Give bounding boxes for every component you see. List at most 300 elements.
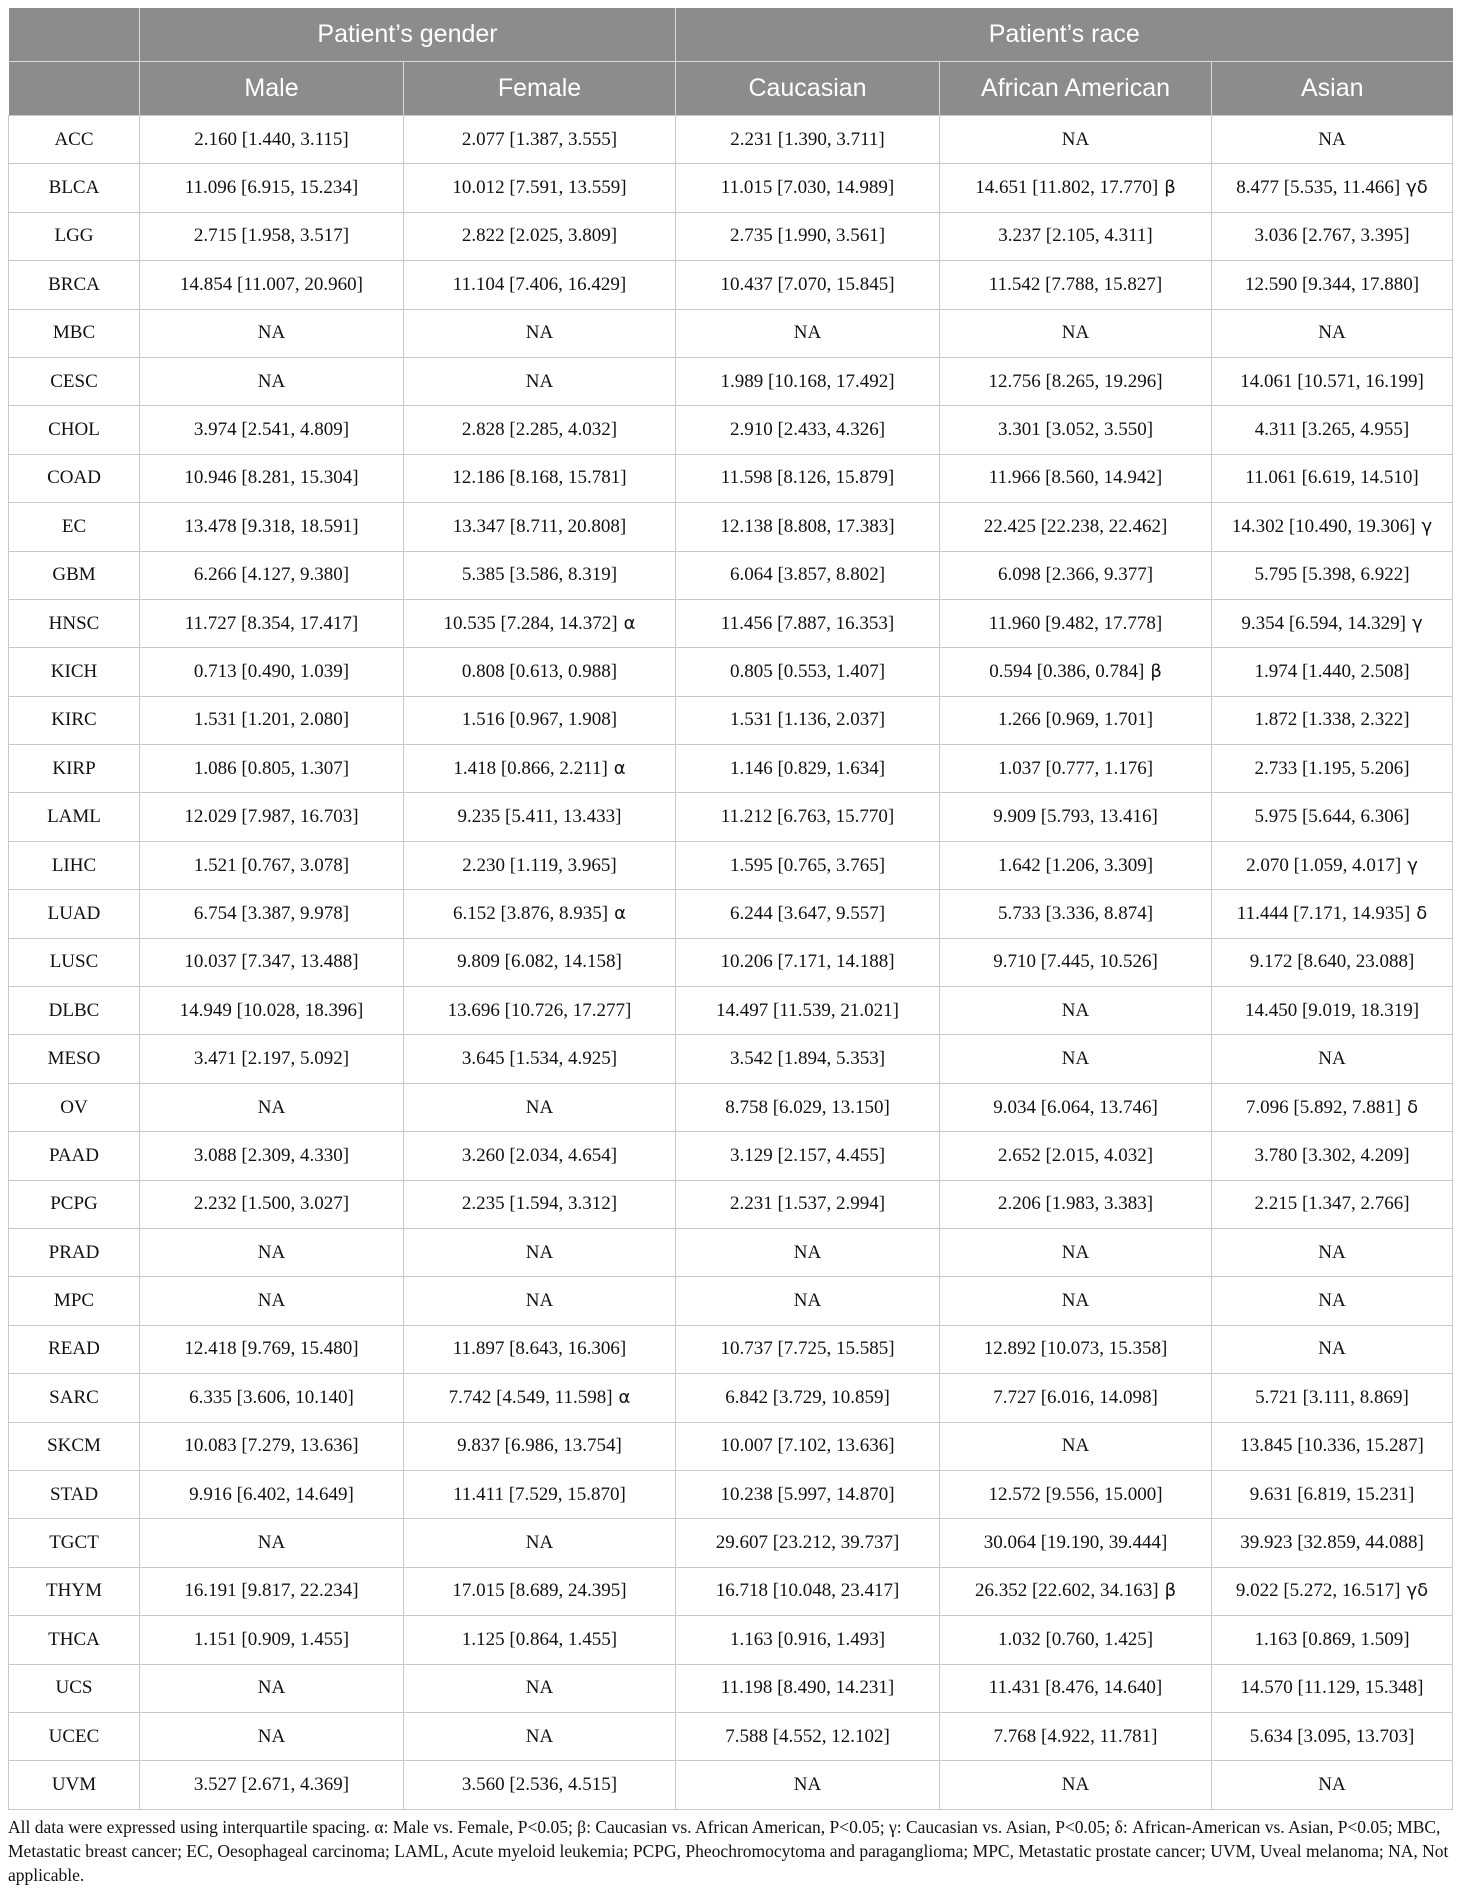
table-cell [676, 261, 940, 309]
row-label: MPC [9, 1277, 140, 1325]
table-cell [940, 696, 1212, 744]
table-cell [1212, 116, 1453, 164]
significance-marker: α [614, 902, 627, 924]
cell-value: 12.186 [8.168, 15.781] [452, 467, 627, 489]
cell-value: 16.191 [9.817, 22.234] [184, 1580, 359, 1602]
cell-value: 2.215 [1.347, 2.766] [1254, 1193, 1410, 1215]
table-cell [1212, 1374, 1453, 1422]
cell-value: 10.037 [7.347, 13.488] [184, 951, 359, 973]
table-cell [404, 551, 676, 599]
cell-value: NA [525, 322, 554, 344]
cell-value: 12.418 [9.769, 15.480] [184, 1338, 359, 1360]
cell-value: 10.238 [5.997, 14.870] [720, 1483, 895, 1505]
cell-value: NA [1318, 322, 1346, 344]
cell-value: NA [1061, 1773, 1090, 1795]
cell-value: 1.146 [0.829, 1.634] [729, 757, 886, 779]
cell-value: 2.206 [1.983, 3.383] [997, 1193, 1154, 1215]
cell-value: 5.721 [3.111, 8.869] [1255, 1386, 1409, 1408]
row-label: KIRC [9, 696, 140, 744]
table-cell [140, 745, 404, 793]
cell-value: 2.232 [1.500, 3.027] [193, 1193, 350, 1215]
table-cell [940, 1761, 1212, 1809]
row-label: HNSC [9, 599, 140, 647]
table-cell [404, 1470, 676, 1518]
cell-value: 5.975 [5.644, 6.306] [1254, 806, 1410, 828]
table-cell [940, 1567, 1212, 1615]
table-cell [140, 1761, 404, 1809]
table-cell [1212, 1180, 1453, 1228]
cell-value: 3.237 [2.105, 4.311] [998, 225, 1153, 247]
table-cell [1212, 357, 1453, 405]
table-cell [676, 841, 940, 889]
cell-value: 1.531 [1.136, 2.037] [729, 709, 886, 731]
table-cell [676, 1277, 940, 1325]
header-group-gender: Patient’s gender [140, 8, 676, 62]
significance-marker: α [613, 757, 626, 779]
cell-value: NA [525, 1725, 554, 1747]
cell-value: 17.015 [8.689, 24.395] [452, 1580, 627, 1602]
table-cell [1212, 938, 1453, 986]
cell-value: 11.431 [8.476, 14.640] [988, 1677, 1163, 1699]
table-cell [140, 357, 404, 405]
table-cell [940, 1132, 1212, 1180]
table-cell [140, 1277, 404, 1325]
cell-value: 3.645 [1.534, 4.925] [461, 1048, 618, 1070]
column-header-african-american: African American [940, 62, 1212, 116]
cell-value: NA [1318, 1241, 1346, 1263]
cell-value: 9.710 [7.445, 10.526] [993, 951, 1158, 973]
significance-marker: α [623, 612, 636, 634]
table-cell [676, 1519, 940, 1567]
cell-value: NA [1061, 1435, 1090, 1457]
cell-value: NA [257, 322, 286, 344]
table-cell [404, 357, 676, 405]
significance-marker: α [618, 1386, 631, 1408]
table-row [9, 309, 1453, 357]
table-cell [140, 938, 404, 986]
table-cell [940, 890, 1212, 938]
cell-value: 7.096 [5.892, 7.881] [1245, 1096, 1402, 1118]
table-cell [404, 116, 676, 164]
cell-value: NA [1061, 1290, 1090, 1312]
row-label: THYM [9, 1567, 140, 1615]
table-cell [140, 1132, 404, 1180]
cell-value: 9.354 [6.594, 14.329] [1241, 612, 1407, 634]
cell-value: 11.897 [8.643, 16.306] [452, 1338, 627, 1360]
cell-value: 10.083 [7.279, 13.636] [184, 1435, 359, 1457]
table-row [9, 745, 1453, 793]
table-row [9, 890, 1453, 938]
cell-value: 0.594 [0.386, 0.784] [989, 660, 1145, 682]
table-cell [1212, 1228, 1453, 1276]
table-cell [940, 1277, 1212, 1325]
header-corner [9, 8, 140, 62]
cell-value: NA [1061, 999, 1090, 1021]
cell-value: NA [793, 1290, 822, 1312]
row-label: COAD [9, 454, 140, 502]
table-row [9, 551, 1453, 599]
significance-marker: β [1150, 660, 1162, 682]
table-cell [404, 1567, 676, 1615]
cell-value: 2.231 [1.537, 2.994] [729, 1193, 886, 1215]
table-cell [940, 1180, 1212, 1228]
row-label: TGCT [9, 1519, 140, 1567]
table-cell [140, 1664, 404, 1712]
table-cell [676, 696, 940, 744]
table-cell [940, 212, 1212, 260]
table-cell [676, 987, 940, 1035]
row-label: UCEC [9, 1712, 140, 1760]
significance-marker: β [1164, 1580, 1177, 1602]
table-cell [140, 164, 404, 212]
cell-value: 11.444 [7.171, 14.935] [1236, 902, 1411, 924]
cell-value: 3.301 [3.052, 3.550] [997, 419, 1154, 441]
cell-value: 1.642 [1.206, 3.309] [997, 854, 1154, 876]
table-cell [676, 599, 940, 647]
table-row [9, 841, 1453, 889]
table-row [9, 212, 1453, 260]
cell-value: 3.129 [2.157, 4.455] [729, 1144, 886, 1166]
table-row [9, 1035, 1453, 1083]
cell-value: 9.916 [6.402, 14.649] [189, 1483, 354, 1505]
cell-value: 6.754 [3.387, 9.978] [193, 902, 350, 924]
table-row [9, 503, 1453, 551]
table-cell [140, 1567, 404, 1615]
cell-value: 10.437 [7.070, 15.845] [720, 273, 895, 295]
table-cell [1212, 212, 1453, 260]
cell-value: 1.418 [0.866, 2.211] [453, 757, 608, 779]
cell-value: NA [793, 322, 822, 344]
cell-value: 1.989 [10.168, 17.492] [720, 370, 895, 392]
cell-value: 7.742 [4.549, 11.598] [448, 1386, 613, 1408]
table-header [9, 8, 1453, 116]
header-group-race: Patient’s race [676, 8, 1453, 62]
cell-value: NA [525, 370, 554, 392]
cell-value: 3.542 [1.894, 5.353] [729, 1048, 886, 1070]
table-cell [940, 1712, 1212, 1760]
table-row [9, 1132, 1453, 1180]
row-label: CESC [9, 357, 140, 405]
table-cell [940, 745, 1212, 793]
table-row [9, 1519, 1453, 1567]
table-cell [140, 1374, 404, 1422]
table-cell [404, 745, 676, 793]
cell-value: NA [1318, 128, 1346, 150]
table-row [9, 357, 1453, 405]
cell-value: 6.098 [2.366, 9.377] [997, 564, 1154, 586]
table-cell [404, 938, 676, 986]
table-cell [140, 503, 404, 551]
cell-value: NA [525, 1677, 554, 1699]
significance-marker: γ [1407, 854, 1418, 876]
cell-value: 12.892 [10.073, 15.358] [983, 1338, 1168, 1360]
cell-value: 1.516 [0.967, 1.908] [461, 709, 618, 731]
cell-value: 14.497 [11.539, 21.021] [716, 999, 899, 1021]
table-row [9, 1083, 1453, 1131]
cell-value: 0.713 [0.490, 1.039] [193, 660, 350, 682]
table-cell [140, 648, 404, 696]
table-cell [1212, 1712, 1453, 1760]
table-cell [140, 1180, 404, 1228]
table-cell [676, 1132, 940, 1180]
table-cell [404, 1761, 676, 1809]
table-cell [140, 1325, 404, 1373]
cell-value: NA [525, 1096, 554, 1118]
cell-value: NA [1318, 1290, 1346, 1312]
table-cell [940, 1664, 1212, 1712]
cell-value: 1.163 [0.869, 1.509] [1254, 1628, 1410, 1650]
cell-value: NA [257, 1290, 286, 1312]
table-cell [940, 938, 1212, 986]
cell-value: 3.780 [3.302, 4.209] [1254, 1144, 1410, 1166]
cell-value: 4.311 [3.265, 4.955] [1254, 419, 1410, 441]
cell-value: 12.029 [7.987, 16.703] [184, 806, 359, 828]
table-cell [940, 1616, 1212, 1664]
table-cell [140, 1083, 404, 1131]
significance-marker: γδ [1406, 1580, 1429, 1602]
row-label: LIHC [9, 841, 140, 889]
cell-value: 10.946 [8.281, 15.304] [184, 467, 359, 489]
table-cell [676, 1180, 940, 1228]
cell-value: 13.845 [10.336, 15.287] [1240, 1435, 1424, 1457]
cell-value: 2.070 [1.059, 4.017] [1246, 854, 1402, 876]
table-cell [404, 1616, 676, 1664]
cell-value: 11.061 [6.619, 14.510] [1245, 467, 1419, 489]
cell-value: 1.163 [0.916, 1.493] [729, 1628, 886, 1650]
row-label: MBC [9, 309, 140, 357]
table-row [9, 1712, 1453, 1760]
cell-value: 10.535 [7.284, 14.372] [443, 612, 618, 634]
table-cell [940, 357, 1212, 405]
table-cell [676, 1761, 940, 1809]
table-row [9, 1470, 1453, 1518]
cell-value: NA [793, 1241, 822, 1263]
table-cell [1212, 406, 1453, 454]
table-cell [404, 793, 676, 841]
table-cell [676, 1374, 940, 1422]
table-cell [1212, 309, 1453, 357]
table-cell [1212, 696, 1453, 744]
table-cell [940, 841, 1212, 889]
table-cell [404, 261, 676, 309]
table-cell [404, 1519, 676, 1567]
table-cell [940, 1422, 1212, 1470]
table-cell [140, 1712, 404, 1760]
cell-value: 12.572 [9.556, 15.000] [988, 1483, 1163, 1505]
row-label: EC [9, 503, 140, 551]
table-cell [676, 406, 940, 454]
table-cell [404, 454, 676, 502]
cell-value: 11.960 [9.482, 17.778] [988, 612, 1163, 634]
row-label: OV [9, 1083, 140, 1131]
cell-value: 1.037 [0.777, 1.176] [997, 757, 1154, 779]
cell-value: 1.125 [0.864, 1.455] [461, 1628, 618, 1650]
table-cell [940, 1083, 1212, 1131]
cell-value: NA [257, 1725, 286, 1747]
cell-value: 0.805 [0.553, 1.407] [729, 660, 886, 682]
table-cell [940, 987, 1212, 1035]
row-label: CHOL [9, 406, 140, 454]
table-cell [1212, 1132, 1453, 1180]
cell-value: 5.733 [3.336, 8.874] [997, 902, 1154, 924]
table-cell [140, 1035, 404, 1083]
cell-value: 3.088 [2.309, 4.330] [193, 1144, 350, 1166]
cell-value: 6.152 [3.876, 8.935] [452, 902, 609, 924]
table-row [9, 1325, 1453, 1373]
row-label: ACC [9, 116, 140, 164]
table-cell [676, 309, 940, 357]
column-header-asian: Asian [1212, 62, 1453, 116]
cell-value: 1.974 [1.440, 2.508] [1254, 660, 1410, 682]
cell-value: 2.077 [1.387, 3.555] [461, 128, 618, 150]
table-cell [1212, 1422, 1453, 1470]
cell-value: 2.652 [2.015, 4.032] [997, 1144, 1154, 1166]
table-cell [940, 1035, 1212, 1083]
table-row [9, 1422, 1453, 1470]
table-cell [1212, 841, 1453, 889]
table-cell [140, 890, 404, 938]
cell-value: 11.198 [8.490, 14.231] [720, 1677, 895, 1699]
table-cell [140, 1422, 404, 1470]
table-row [9, 648, 1453, 696]
cell-value: 14.854 [11.007, 20.960] [180, 273, 363, 295]
cell-value: 8.477 [5.535, 11.466] [1236, 177, 1401, 199]
table-cell [140, 987, 404, 1035]
cell-value: 11.104 [7.406, 16.429] [452, 273, 627, 295]
cell-value: 1.872 [1.338, 2.322] [1254, 709, 1410, 731]
row-label: SARC [9, 1374, 140, 1422]
table-row [9, 454, 1453, 502]
table-cell [404, 648, 676, 696]
table-cell [940, 1519, 1212, 1567]
cell-value: 3.560 [2.536, 4.515] [461, 1773, 618, 1795]
cell-value: 9.631 [6.819, 15.231] [1249, 1483, 1415, 1505]
row-label: KICH [9, 648, 140, 696]
cell-value: 11.542 [7.788, 15.827] [988, 273, 1163, 295]
significance-marker: δ [1407, 1096, 1419, 1118]
cell-value: 29.607 [23.212, 39.737] [715, 1532, 900, 1554]
table-cell [404, 406, 676, 454]
cell-value: 11.096 [6.915, 15.234] [184, 177, 359, 199]
column-header-male: Male [140, 62, 404, 116]
table-cell [140, 793, 404, 841]
cell-value: 10.007 [7.102, 13.636] [720, 1435, 895, 1457]
table-cell [1212, 1616, 1453, 1664]
row-label: UVM [9, 1761, 140, 1809]
significance-marker: γ [1412, 612, 1423, 634]
table-cell [940, 116, 1212, 164]
cell-value: NA [257, 1096, 286, 1118]
cell-value: 6.266 [4.127, 9.380] [193, 564, 350, 586]
cell-value: 13.478 [9.318, 18.591] [184, 515, 359, 537]
table-cell [1212, 454, 1453, 502]
cell-value: 12.756 [8.265, 19.296] [988, 370, 1163, 392]
table-cell [676, 890, 940, 938]
cell-value: 1.032 [0.760, 1.425] [997, 1628, 1154, 1650]
table-cell [404, 1228, 676, 1276]
cell-value: 14.949 [10.028, 18.396] [179, 999, 364, 1021]
table-cell [676, 938, 940, 986]
table-cell [676, 1422, 940, 1470]
table-cell [404, 841, 676, 889]
table-cell [1212, 551, 1453, 599]
cell-value: 14.302 [10.490, 19.306] [1231, 515, 1416, 537]
table-row [9, 261, 1453, 309]
cell-value: 11.598 [8.126, 15.879] [720, 467, 895, 489]
table-row [9, 1664, 1453, 1712]
table-cell [1212, 261, 1453, 309]
table-row [9, 1228, 1453, 1276]
cell-value: 2.230 [1.119, 3.965] [462, 854, 617, 876]
table-cell [404, 890, 676, 938]
cell-value: 11.015 [7.030, 14.989] [720, 177, 895, 199]
cell-value: 30.064 [19.190, 39.444] [983, 1532, 1168, 1554]
table-row [9, 938, 1453, 986]
table-cell [676, 1228, 940, 1276]
cell-value: 3.974 [2.541, 4.809] [193, 419, 350, 441]
table-cell [940, 793, 1212, 841]
table-cell [1212, 1083, 1453, 1131]
row-label: MESO [9, 1035, 140, 1083]
table-row [9, 793, 1453, 841]
cell-value: 7.727 [6.016, 14.098] [993, 1386, 1158, 1408]
cell-value: NA [793, 1773, 822, 1795]
cell-value: 11.456 [7.887, 16.353] [720, 612, 895, 634]
cell-value: 6.335 [3.606, 10.140] [189, 1386, 354, 1408]
table-cell [1212, 1035, 1453, 1083]
cell-value: 2.733 [1.195, 5.206] [1254, 757, 1410, 779]
table-cell [404, 503, 676, 551]
cell-value: 1.521 [0.767, 3.078] [193, 854, 350, 876]
row-label: READ [9, 1325, 140, 1373]
table-cell [140, 406, 404, 454]
cell-value: NA [257, 1677, 286, 1699]
cell-value: NA [257, 1532, 286, 1554]
table-cell [1212, 1519, 1453, 1567]
table-cell [940, 503, 1212, 551]
row-label: UCS [9, 1664, 140, 1712]
table-cell [1212, 1470, 1453, 1518]
table-row [9, 1761, 1453, 1809]
table-cell [404, 1035, 676, 1083]
cell-value: 1.151 [0.909, 1.455] [193, 1628, 350, 1650]
table-cell [676, 551, 940, 599]
table-cell [676, 745, 940, 793]
table-cell [140, 696, 404, 744]
table-cell [140, 454, 404, 502]
table-cell [940, 164, 1212, 212]
row-label: LGG [9, 212, 140, 260]
cell-value: 14.651 [11.802, 17.770] [975, 177, 1159, 199]
table-cell [940, 1470, 1212, 1518]
table-cell [940, 1228, 1212, 1276]
cell-value: 11.727 [8.354, 17.417] [184, 612, 359, 634]
table-cell [140, 1519, 404, 1567]
row-label: BLCA [9, 164, 140, 212]
row-label: PRAD [9, 1228, 140, 1276]
cell-value: 5.634 [3.095, 13.703] [1249, 1725, 1415, 1747]
cell-value: 2.735 [1.990, 3.561] [729, 225, 886, 247]
table-cell [1212, 1277, 1453, 1325]
table-cell [1212, 890, 1453, 938]
cell-value: 5.385 [3.586, 8.319] [461, 564, 618, 586]
table-cell [404, 696, 676, 744]
table-row [9, 1567, 1453, 1615]
table-cell [404, 212, 676, 260]
cell-value: 1.266 [0.969, 1.701] [997, 709, 1154, 731]
table-cell [1212, 599, 1453, 647]
cell-value: 3.527 [2.671, 4.369] [193, 1773, 350, 1795]
